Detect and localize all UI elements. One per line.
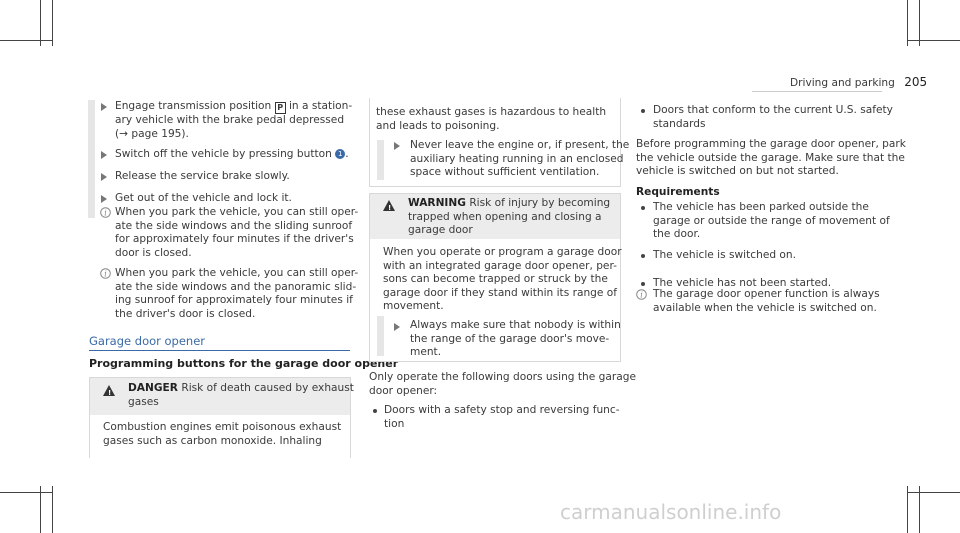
crop-mark [40, 486, 41, 533]
paragraph-text: door opener: [369, 384, 438, 397]
warning-label: WARNING [408, 197, 466, 209]
crop-mark [919, 486, 920, 533]
crop-mark [0, 492, 53, 493]
info-text: ate the side windows and the panoramic slid- [115, 280, 357, 293]
step-text: ary vehicle with the brake pedal depressed [115, 114, 345, 126]
step-bar [377, 316, 384, 356]
step-text: ment. [410, 346, 442, 359]
info-text: the driver's door is closed. [115, 307, 256, 320]
warning-box [369, 193, 621, 362]
danger-box-continued [369, 98, 630, 187]
crop-mark [0, 40, 53, 41]
step-text: Release the service brake slowly. [115, 170, 290, 182]
warning-body: movement. [383, 300, 444, 313]
list-item [636, 249, 896, 277]
section-name: Driving and parking [790, 77, 895, 89]
danger-body: and leads to poisoning. [376, 119, 500, 132]
info-text: When you park the vehicle, you can still oper- [115, 267, 359, 279]
step-text: space without sufficient ventilation. [410, 166, 600, 179]
list-item-text: The vehicle has been parked outside the [653, 201, 869, 213]
step-arrow-icon [101, 173, 107, 181]
warning-title: garage door [408, 224, 473, 237]
step: Switch off the vehicle by pressing button 1 . [88, 148, 350, 170]
list-item-text: Doors that conform to the current U.S. safety [653, 104, 893, 116]
list-item-text: standards [653, 117, 706, 130]
step-text: Switch off the vehicle by pressing button [115, 148, 332, 160]
danger-box [89, 377, 354, 458]
svg-text:i: i [104, 208, 107, 218]
list-item-text: garage or outside the range of movement of [653, 214, 890, 227]
info-icon [636, 289, 647, 300]
requirements-list [636, 201, 896, 297]
step-arrow-icon [101, 195, 107, 203]
danger-body: Combustion engines emit poisonous exhaust [103, 421, 342, 433]
running-header [790, 76, 927, 91]
danger-title: gases [128, 395, 159, 408]
info-icon [100, 268, 111, 279]
paragraph-text: the vehicle outside the garage. Make sure that the [636, 151, 905, 164]
step-text: Never leave the engine or, if present, the [410, 139, 630, 151]
info-note [88, 206, 359, 267]
info-note [88, 267, 359, 327]
page-number: 205 [904, 75, 928, 89]
step-text: Always make sure that nobody is within [410, 319, 621, 331]
paragraph-text: Only operate the following doors using the garage [369, 371, 636, 383]
bullet-icon [641, 282, 645, 286]
step [88, 170, 350, 192]
warning-body: with an integrated garage door opener, per- [383, 259, 617, 272]
step [88, 100, 353, 148]
warning-body: sons can become trapped or struck by the [383, 273, 608, 286]
header-rule [752, 91, 882, 92]
info-text: The garage door opener function is always [653, 288, 880, 300]
danger-title: Risk of death caused by exhaust [181, 382, 354, 394]
gear-p-icon: P [275, 102, 286, 114]
paragraph [369, 371, 636, 398]
list-item-text: tion [384, 417, 405, 430]
step-text: (→ page 195). [115, 127, 189, 140]
step-text: Engage transmission position [115, 100, 272, 112]
paragraph-text: vehicle is switched on but not started. [636, 165, 839, 178]
info-text: available when the vehicle is switched on. [653, 301, 877, 314]
step-arrow-icon [394, 323, 400, 331]
list-item [636, 201, 896, 249]
paragraph [636, 138, 906, 179]
step-text: auxiliary heating running in an enclosed [410, 152, 624, 165]
info-text: ing sunroof for approximately four minutes if [115, 294, 353, 307]
bullet-icon [641, 254, 645, 258]
warning-body: garage door if they stand within its range of [383, 286, 617, 299]
info-text: door is closed. [115, 246, 192, 259]
subheading: Programming buttons for the garage door opener [89, 357, 399, 370]
step-text: in a station- [285, 100, 353, 112]
crop-mark [907, 40, 960, 41]
bullet-icon [641, 206, 645, 210]
warning-title: trapped when opening and closing a [408, 210, 602, 223]
list-item-text: The vehicle has not been started. [653, 277, 832, 289]
requirements-heading: Requirements [636, 186, 720, 198]
danger-header: ! DANGER Risk of death caused by exhaust gases [90, 378, 350, 415]
step [88, 192, 350, 206]
watermark[interactable]: carmanualsonline.info [560, 500, 782, 524]
danger-body: gases such as carbon monoxide. Inhaling [103, 434, 322, 447]
svg-text:i: i [640, 290, 643, 300]
paragraph-text: Before programming the garage door opener, park [636, 138, 906, 150]
danger-body: these exhaust gases is hazardous to health [376, 106, 607, 118]
button-1-icon: 1 [335, 149, 345, 159]
crop-mark [907, 486, 908, 533]
step-arrow-icon [101, 151, 107, 159]
step-bar [377, 140, 384, 180]
left-column [88, 100, 359, 327]
section-rule [89, 350, 350, 351]
bullet-icon [641, 109, 645, 113]
crop-mark [52, 0, 53, 46]
warning-header: ! WARNING Risk of injury by becoming trapped when opening and closing a garage door [370, 194, 620, 239]
step-arrow-icon [101, 103, 107, 111]
crop-mark [907, 492, 960, 493]
info-text: for approximately four minutes if the driver's [115, 233, 354, 246]
crop-mark [52, 486, 53, 533]
section-title: Garage door opener [89, 334, 206, 348]
info-text: ate the side windows and the sliding sunroof [115, 219, 353, 232]
step-text: Get out of the vehicle and lock it. [115, 192, 292, 204]
step-text: the range of the garage door's move- [410, 332, 610, 345]
danger-label: DANGER [128, 382, 178, 394]
list-item-text: the door. [653, 228, 701, 241]
warning-title: Risk of injury by becoming [469, 197, 611, 209]
svg-text:i: i [104, 269, 107, 279]
list-item-text: Doors with a safety stop and reversing func- [384, 404, 620, 416]
step-arrow-icon [394, 142, 400, 150]
list-item-text: The vehicle is switched on. [653, 249, 796, 261]
info-icon [100, 207, 111, 218]
info-text: When you park the vehicle, you can still oper- [115, 206, 359, 218]
bullet-icon [373, 409, 377, 413]
warning-body: When you operate or program a garage door [383, 246, 622, 258]
